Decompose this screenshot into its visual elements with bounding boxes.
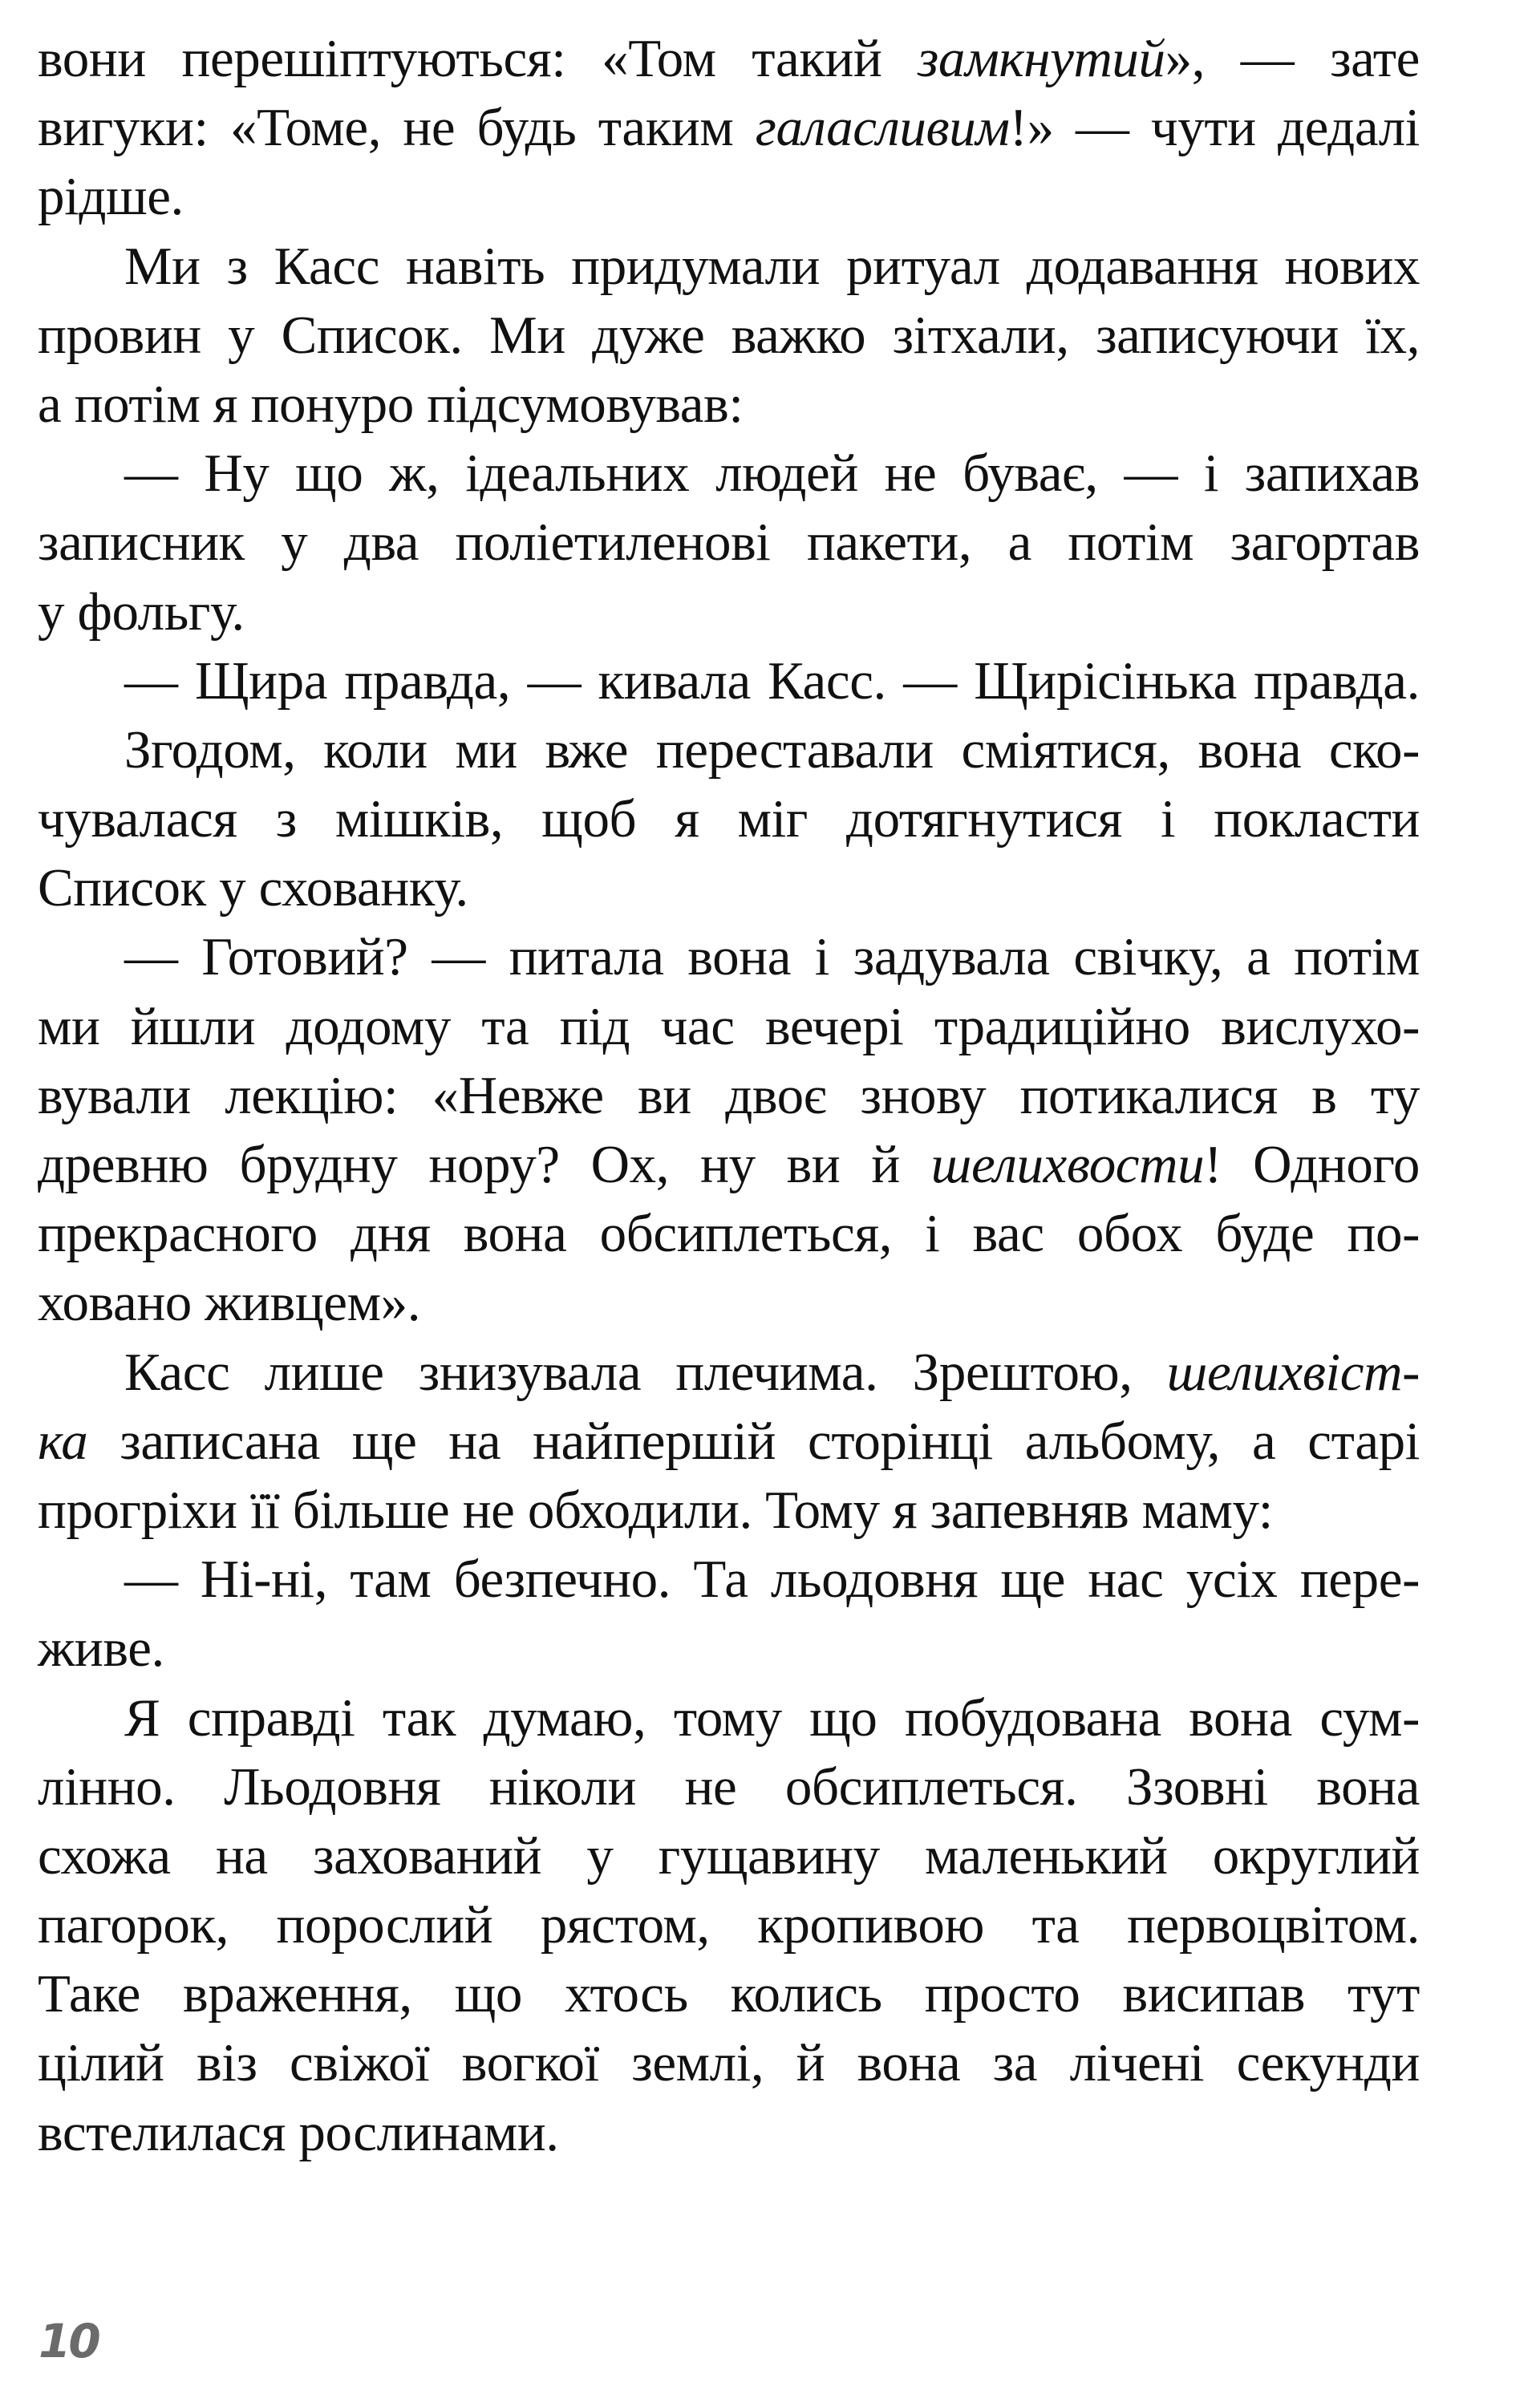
text-run: вигуки: «Томе, не будь таким — [38, 98, 756, 158]
text-line — [38, 992, 1420, 1061]
text-line — [38, 1338, 1420, 1407]
text-run: Ми з Касс навіть придумали ритуал додавання нових — [124, 236, 1420, 296]
text-line — [38, 1821, 1420, 1890]
text-run: Я справді так думаю, тому що побудована вона сум- — [124, 1687, 1420, 1748]
text-run: цілий віз свіжої вогкої землі, й вона за лічені секунди — [38, 2033, 1420, 2093]
text-line — [38, 1683, 1420, 1752]
text-run: рідше. — [38, 167, 184, 227]
text-line — [38, 1061, 1420, 1130]
text-line — [38, 93, 1420, 162]
text-line — [38, 853, 1420, 922]
body-text — [38, 24, 1420, 2167]
text-run: провин у Список. Ми дуже важко зітхали, записуючи їх, — [38, 305, 1420, 365]
text-run: встелилася рослинами. — [38, 2102, 559, 2162]
text-line — [38, 508, 1420, 577]
text-run: — Готовий? — питала вона і задувала свічку, а потім — [124, 927, 1420, 987]
text-run: ми йшли додому та під час вечері традиційно вислухо- — [38, 996, 1420, 1056]
text-line — [38, 1752, 1420, 1821]
text-line — [38, 715, 1420, 784]
text-run: — Щира правда, — кивала Касс. — Щирісінька правда. — [124, 650, 1420, 711]
text-line — [38, 1614, 1420, 1683]
text-line — [38, 439, 1420, 508]
text-run: лінно. Льодовня ніколи не обсиплеться. Ззовні вона — [38, 1756, 1420, 1817]
text-line — [38, 162, 1420, 231]
text-line — [38, 370, 1420, 439]
italic-text: замкнутий — [918, 29, 1165, 88]
italic-text: шелихвости — [930, 1135, 1205, 1194]
text-line — [38, 577, 1420, 646]
text-line — [38, 24, 1420, 93]
text-run: Касс лише знизувала плечима. Зрештою, — [124, 1342, 1167, 1402]
text-run: у фольгу. — [38, 581, 245, 642]
text-line — [38, 1959, 1420, 2028]
text-run: », — зате — [1165, 29, 1420, 88]
text-run: чувалася з мішків, щоб я міг дотягнутися і покласти — [38, 789, 1420, 849]
text-run: древню брудну нору? Ох, ну ви й — [38, 1135, 931, 1194]
text-run: Згодом, коли ми вже переставали сміятися, вона ско- — [124, 719, 1420, 780]
text-run: !» — чути дедалі — [1009, 98, 1420, 158]
text-line — [38, 646, 1420, 715]
text-line — [38, 784, 1420, 853]
text-line — [38, 1130, 1420, 1199]
text-run: — Ні-ні, там безпечно. Та льодовня ще нас усіх пере- — [124, 1550, 1420, 1610]
text-run: Таке враження, що хтось колись просто висипав тут — [38, 1964, 1420, 2024]
italic-text: ка — [38, 1411, 88, 1471]
text-run: прекрасного дня вона обсиплеться, і вас обох буде по- — [38, 1204, 1420, 1264]
text-line — [38, 301, 1420, 370]
italic-text: галасливим — [755, 98, 1010, 158]
text-run: прогріхи її більше не обходили. Тому я запевняв маму: — [38, 1480, 1273, 1540]
text-run: схожа на захований у гущавину маленький округлий — [38, 1825, 1420, 1886]
text-run: — Ну що ж, ідеальних людей не буває, — і запихав — [124, 444, 1420, 504]
italic-text: шелихвіст- — [1166, 1342, 1420, 1402]
text-line — [38, 1545, 1420, 1614]
text-run: пагорок, порослий рястом, кропивою та первоцвітом. — [38, 1895, 1420, 1955]
text-run: вони перешіптуються: «Том такий — [38, 29, 918, 88]
text-line — [38, 2098, 1420, 2167]
page-number: 10 — [38, 2314, 99, 2368]
text-run: ховано живцем». — [38, 1273, 421, 1333]
text-line — [38, 922, 1420, 991]
text-line — [38, 1890, 1420, 1959]
text-line — [38, 1199, 1420, 1268]
text-run: Список у схованку. — [38, 858, 468, 918]
text-run: живе. — [38, 1618, 164, 1679]
text-line — [38, 2028, 1420, 2097]
text-run: записана ще на найпершій сторінці альбому, а старі — [87, 1411, 1420, 1471]
text-run: а потім я понуро підсумовував: — [38, 374, 744, 434]
text-run: ! Одного — [1204, 1135, 1420, 1194]
text-line — [38, 1476, 1420, 1545]
text-line — [38, 1268, 1420, 1337]
text-line — [38, 232, 1420, 301]
text-line — [38, 1407, 1420, 1476]
text-run: вували лекцію: «Невже ви двоє знову потикалися в ту — [38, 1065, 1420, 1125]
text-run: записник у два поліетиленові пакети, а потім загортав — [38, 512, 1420, 573]
